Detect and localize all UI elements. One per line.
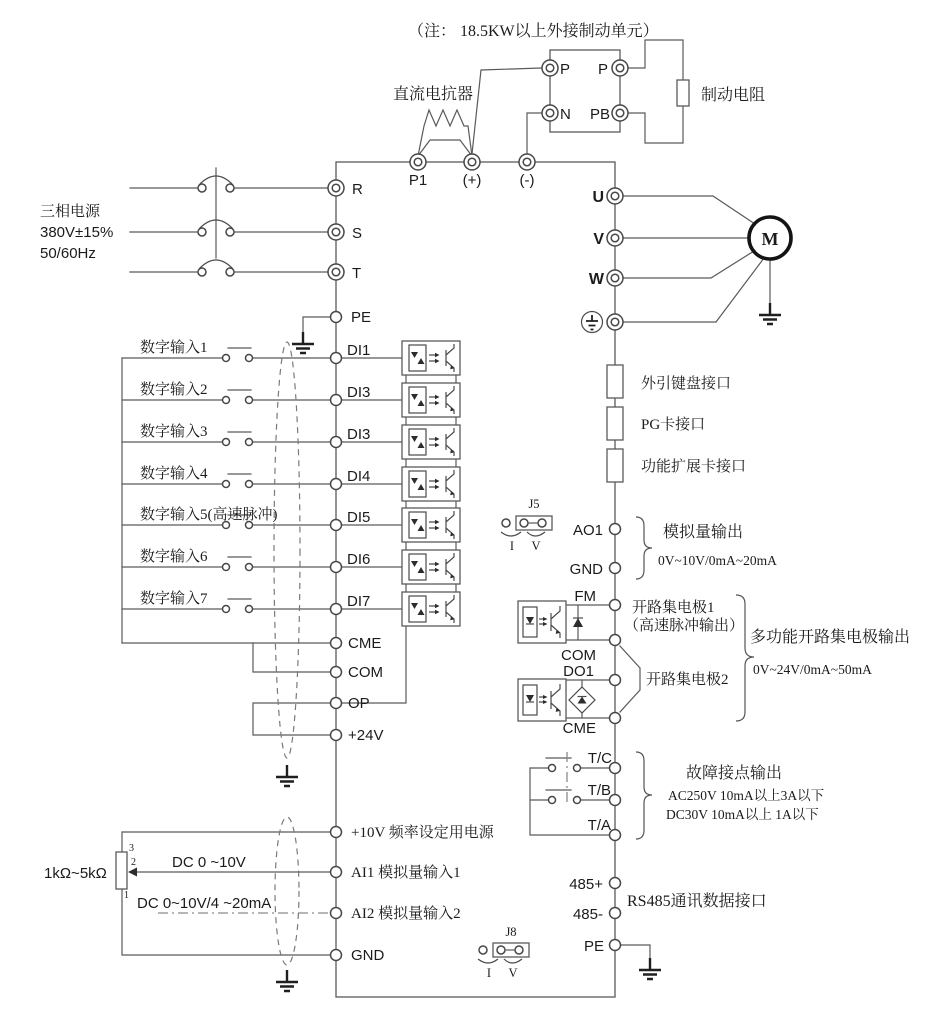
shield-ellipse-digital	[274, 342, 300, 758]
terminal-v	[607, 230, 623, 246]
terminal-label-tb: T/B	[587, 782, 611, 799]
relay-title: 故障接点输出	[686, 765, 783, 782]
power-title: 三相电源	[40, 204, 101, 220]
terminal-10v	[331, 827, 342, 838]
terminal-label-cme: CME	[348, 635, 382, 652]
shield-ground-icon-2	[276, 970, 298, 991]
terminal-label-s: S	[352, 225, 363, 242]
brake-resistor-symbol	[677, 80, 689, 106]
analog-output-title: 模拟量输出	[663, 524, 744, 541]
terminal-com-oc	[610, 635, 621, 646]
motor-ground-icon	[759, 303, 781, 324]
power-voltage: 380V±15%	[40, 224, 114, 241]
oc-title: 多功能开路集电极输出	[750, 629, 911, 646]
terminal-label-ai1: AI1 模拟量输入1	[351, 865, 461, 881]
j5-jumper	[501, 516, 552, 536]
terminal-u	[607, 188, 623, 204]
terminal-di4	[331, 479, 342, 490]
relay-spec-ac: AC250V 10mA以上3A以下	[668, 788, 825, 803]
terminal-ao1	[610, 524, 621, 535]
terminal-24v	[331, 730, 342, 741]
brace-open-collector	[736, 595, 754, 721]
terminal-label-ao1: AO1	[572, 522, 603, 539]
di7-label: 数字输入7	[140, 591, 208, 607]
terminal-pe-top	[331, 312, 342, 323]
di4-label: 数字输入4	[140, 466, 208, 482]
terminal-n	[542, 105, 558, 121]
terminal-label-t: T	[352, 265, 362, 282]
oc2-label: 开路集电极2	[646, 672, 729, 688]
three-phase-input	[130, 168, 328, 276]
potentiometer-symbol	[116, 852, 127, 889]
brace-analog-output	[636, 517, 652, 579]
terminal-label-pb: PB	[589, 106, 610, 123]
terminal-label-di4: DI4	[347, 468, 371, 485]
terminal-com	[331, 667, 342, 678]
terminal-label-com: COM	[348, 664, 383, 681]
pot-pin1: 1	[124, 890, 129, 901]
terminal-gnd-ao	[610, 563, 621, 574]
terminal-485m	[610, 908, 621, 919]
power-freq: 50/60Hz	[40, 245, 96, 262]
pe-bottom-ground-icon	[639, 958, 661, 979]
rs485-title: RS485通讯数据接口	[627, 893, 767, 910]
terminal-pe-bottom	[610, 940, 621, 951]
terminal-cme	[331, 638, 342, 649]
di2-label: 数字输入2	[140, 382, 208, 398]
oc1-sub-label: （高速脉冲输出）	[624, 618, 745, 634]
terminal-label-pe-top: PE	[351, 309, 372, 326]
pg-card-interface-symbol	[607, 407, 623, 440]
shield-ellipse-analog	[275, 817, 299, 965]
pe-ground-icon	[292, 332, 314, 353]
pg-interface-label: PG卡接口	[641, 417, 706, 433]
terminal-di7	[331, 604, 342, 615]
terminal-label-gnd-ao: GND	[569, 561, 603, 578]
terminal-w	[607, 270, 623, 286]
keypad-interface-symbol	[607, 365, 623, 398]
terminal-label-p-right: P	[597, 61, 608, 78]
terminal-ai1	[331, 867, 342, 878]
do1-optocoupler	[518, 679, 566, 721]
terminal-di5	[331, 520, 342, 531]
terminal-do1	[610, 675, 621, 686]
keypad-interface-label: 外引键盘接口	[641, 376, 732, 392]
pot-label: 1kΩ~5kΩ	[44, 865, 107, 882]
terminal-p-left	[542, 60, 558, 76]
analog-input-wires	[116, 832, 330, 955]
terminal-label-24v: +24V	[348, 727, 384, 744]
terminal-label-fm: FM	[574, 588, 596, 605]
terminal-label-485p: 485+	[569, 876, 603, 893]
terminal-label-ai2: AI2 模拟量输入2	[351, 906, 461, 922]
terminal-p1	[410, 154, 426, 170]
shield-ground-icon-1	[276, 765, 298, 786]
terminal-label-w: W	[588, 271, 604, 288]
analog-output-range: 0V~10V/0mA~20mA	[658, 553, 777, 568]
j8-label: J8	[505, 925, 517, 939]
j5-i-label: I	[509, 539, 515, 553]
oc1-label: 开路集电极1	[632, 600, 715, 616]
terminal-pb	[612, 105, 628, 121]
pe-bottom-wire	[621, 945, 650, 958]
terminal-s	[328, 224, 344, 240]
terminal-ai2	[331, 908, 342, 919]
di1-label: 数字输入1	[140, 340, 208, 356]
terminal-label-10v: +10V 频率设定用电源	[351, 825, 494, 841]
breaker-contact-t	[198, 260, 234, 276]
fm-optocoupler	[518, 601, 566, 643]
terminal-label-gnd-left: GND	[351, 947, 385, 964]
terminal-label-di2: DI3	[347, 384, 371, 401]
terminal-label-r: R	[352, 181, 363, 198]
motor-wires	[623, 196, 770, 322]
terminal-di6	[331, 562, 342, 573]
terminal-label-di5: DI5	[347, 509, 371, 526]
terminal-label-pe-bottom: PE	[583, 938, 604, 955]
terminal-label-op: OP	[348, 695, 370, 712]
brace-relay	[636, 752, 652, 839]
top-note: （注： 18.5KW以上外接制动单元）	[408, 23, 659, 40]
terminal-di1	[331, 353, 342, 364]
terminal-di3	[331, 437, 342, 448]
terminal-label-di3: DI3	[347, 426, 371, 443]
terminal-label-di6: DI6	[347, 551, 371, 568]
terminal-di2	[331, 395, 342, 406]
pot-pin2: 2	[131, 857, 136, 868]
terminal-gnd-left	[331, 950, 342, 961]
terminal-label-n: N	[560, 106, 571, 123]
j5-v-label: V	[531, 539, 541, 553]
terminal-ground	[607, 314, 623, 330]
terminal-485p	[610, 878, 621, 889]
terminal-label-com-oc: COM	[561, 647, 596, 664]
terminal-minus	[519, 154, 535, 170]
terminal-label-di1: DI1	[347, 342, 371, 359]
di6-label: 数字输入6	[140, 549, 208, 565]
pot-pin3: 3	[129, 843, 134, 854]
terminal-label-do1: DO1	[563, 663, 594, 680]
motor-label: M	[761, 229, 779, 249]
expansion-interface-label: 功能扩展卡接口	[641, 459, 747, 475]
j8-i-label: I	[486, 966, 492, 980]
di3-label: 数字输入3	[140, 424, 208, 440]
ai1-range-label: DC 0 ~10V	[172, 854, 246, 871]
terminal-ta	[610, 830, 621, 841]
ai2-range-label: DC 0~10V/4 ~20mA	[137, 895, 272, 912]
terminal-label-v: V	[593, 231, 604, 248]
terminal-label-tc: T/C	[587, 750, 612, 767]
terminal-plus	[464, 154, 480, 170]
di5-label: 数字输入5(高速脉冲)	[140, 507, 278, 523]
oc-range: 0V~24V/0mA~50mA	[753, 662, 872, 677]
terminal-p-right	[612, 60, 628, 76]
brake-resistor-label: 制动电阻	[701, 87, 766, 104]
terminal-label-di7: DI7	[347, 593, 371, 610]
terminal-label-minus: (-)	[519, 172, 535, 189]
j8-jumper	[478, 943, 529, 963]
circled-earth-icon	[582, 312, 603, 333]
terminal-t	[328, 264, 344, 280]
terminal-label-u: U	[592, 189, 604, 206]
terminal-cme-oc	[610, 713, 621, 724]
terminal-label-ta: T/A	[587, 817, 611, 834]
terminal-label-cme-oc: CME	[562, 720, 596, 737]
terminal-label-p-left: P	[560, 61, 571, 78]
terminal-label-plus: (+)	[462, 172, 482, 189]
terminal-op	[331, 698, 342, 709]
terminal-label-485m: 485-	[572, 906, 603, 923]
terminal-tb	[610, 795, 621, 806]
j8-v-label: V	[508, 966, 518, 980]
terminal-fm	[610, 600, 621, 611]
dc-reactor-label: 直流电抗器	[393, 86, 474, 103]
pe-ground-wire	[303, 317, 330, 332]
expansion-card-interface-symbol	[607, 449, 623, 482]
j5-label: J5	[528, 497, 540, 511]
terminal-r	[328, 180, 344, 196]
terminal-label-p1: P1	[408, 172, 428, 189]
relay-spec-dc: DC30V 10mA以上 1A以下	[666, 807, 819, 822]
